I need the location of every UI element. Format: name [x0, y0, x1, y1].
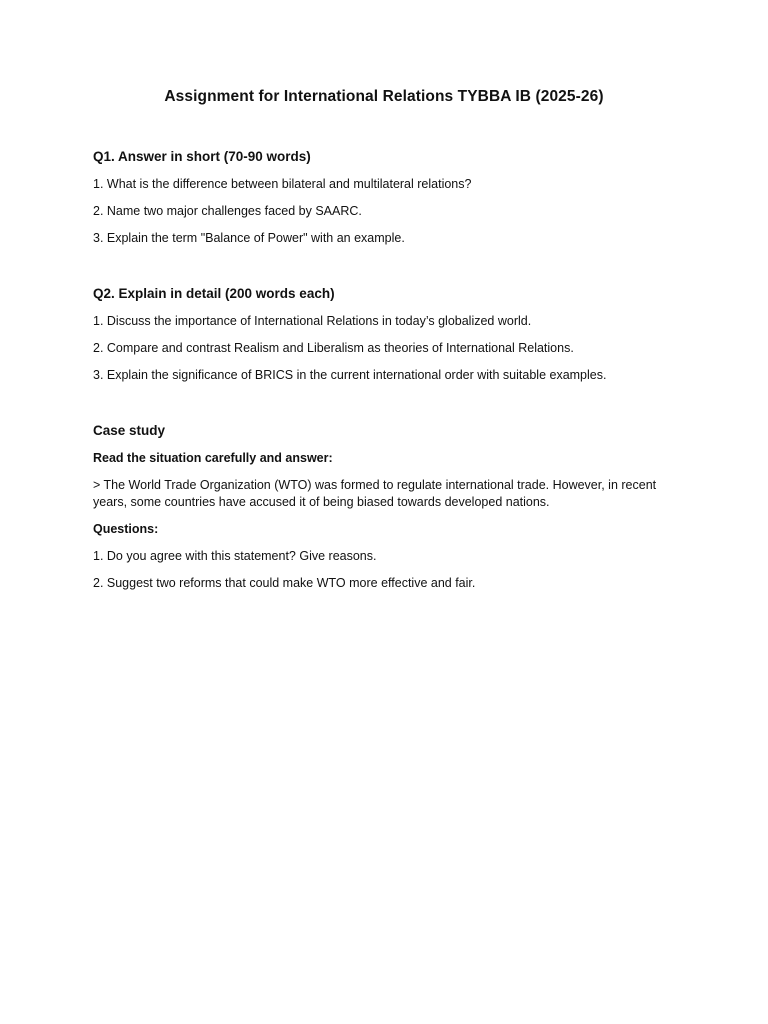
- section-q1: [93, 148, 668, 247]
- q1-heading: Q1. Answer in short (70-90 words): [93, 149, 311, 164]
- section-spacer: [93, 257, 668, 285]
- q2-item-2: 2. Compare and contrast Realism and Liberalism as theories of International Relations.: [93, 341, 574, 355]
- q1-item-3: 3. Explain the term "Balance of Power" with an example.: [93, 231, 405, 245]
- case-study-question-1: 1. Do you agree with this statement? Give reasons.: [93, 549, 377, 563]
- case-study-questions-label: Questions:: [93, 522, 159, 536]
- section-spacer: [93, 394, 668, 422]
- q2-heading: Q2. Explain in detail (200 words each): [93, 286, 335, 301]
- case-study-instruction: Read the situation carefully and answer:: [93, 451, 333, 465]
- q2-item-1: 1. Discuss the importance of International Relations in today’s globalized world.: [93, 314, 532, 328]
- q1-item-1: 1. What is the difference between bilateral and multilateral relations?: [93, 177, 472, 191]
- document-title: Assignment for International Relations TYBBA IB (2025-26): [164, 88, 604, 105]
- case-study-passage: > The World Trade Organization (WTO) was formed to regulate international trade. However, in recent years, some countries have accused it of being biased towards developed nations.: [93, 478, 657, 509]
- case-study-heading: Case study: [93, 423, 166, 438]
- section-q2: [93, 285, 668, 384]
- q2-item-3: 3. Explain the significance of BRICS in the current international order with suitable examples.: [93, 368, 607, 382]
- section-case-study: [93, 422, 668, 592]
- q1-item-2: 2. Name two major challenges faced by SAARC.: [93, 204, 362, 218]
- case-study-question-2: 2. Suggest two reforms that could make WTO more effective and fair.: [93, 576, 476, 590]
- document-body: [93, 148, 668, 602]
